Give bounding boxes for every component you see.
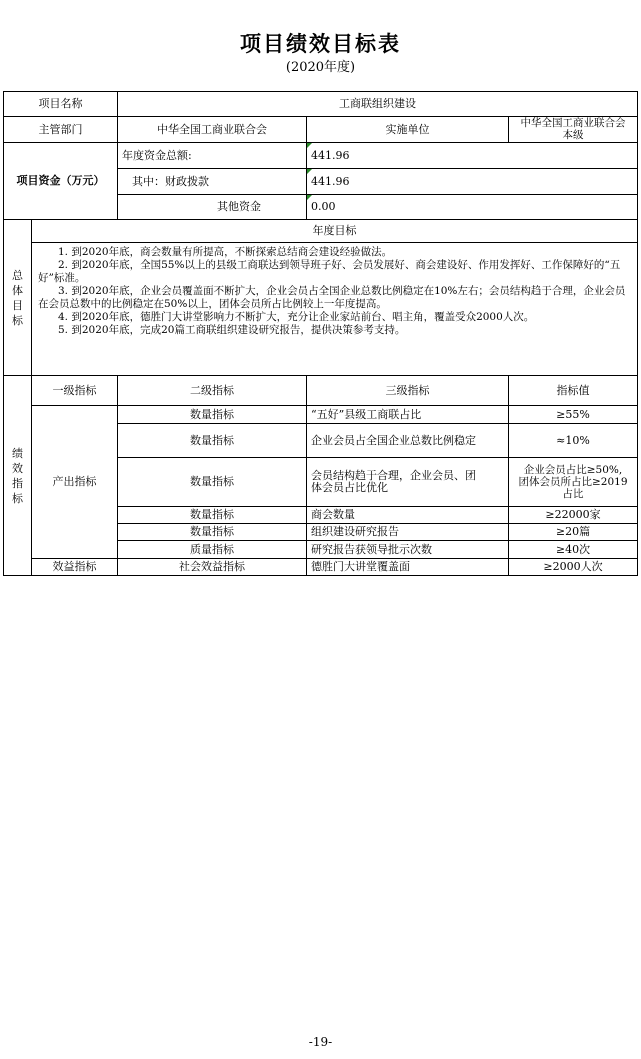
header-value: 指标值 — [508, 375, 638, 406]
side-char: 标 — [12, 491, 23, 505]
goal-item: 3. 到2020年底，企业会员覆盖面不断扩大，企业会员占全国企业总数比例稳定在10%左右；会员结构趋于合理，企业会员在会员总数中的比例稳定在50%以上，团体会员所占比例较上一年度提高。 — [38, 285, 626, 310]
impl-value — [508, 116, 638, 143]
funds-fiscal-label: 其中：财政拨款 — [117, 168, 307, 195]
annual-goals-header: 年度目标 — [31, 219, 638, 243]
dept-value: 中华全国工商业联合会 — [117, 116, 307, 143]
cell-marker-icon — [307, 195, 312, 200]
row-level3: “五好”县级工商联占比 — [306, 405, 509, 424]
row-level3: 德胜门大讲堂覆盖面 — [306, 558, 509, 576]
project-name-value: 工商联组织建设 — [117, 91, 638, 117]
header-level1: 一级指标 — [31, 375, 118, 406]
funds-other-value-cell — [306, 194, 638, 220]
funds-other-label: 其他资金 — [117, 194, 307, 220]
row-level3: 企业会员占全国企业总数比例稳定 — [306, 423, 509, 458]
row-value: ≥20篇 — [508, 523, 638, 541]
side-char: 目 — [12, 298, 23, 312]
output-indicators-label: 产出指标 — [31, 405, 118, 559]
goal-item: 1. 到2020年底，商会数量有所提高，不断探索总结商会建设经验做法。 — [58, 246, 393, 258]
funds-other-value: 0.00 — [311, 200, 336, 213]
cell-marker-icon — [307, 169, 312, 174]
side-char: 标 — [12, 313, 23, 327]
funds-fiscal-value-cell — [306, 168, 638, 195]
dept-label: 主管部门 — [3, 116, 118, 143]
annual-goals-text — [31, 242, 638, 376]
indicators-side-label — [3, 375, 32, 576]
row-value: ≥55% — [508, 405, 638, 424]
side-char: 效 — [12, 461, 23, 475]
row-value: ≥22000家 — [508, 506, 638, 524]
row-level3-line: 体会员占比优化 — [311, 481, 388, 494]
row-value-line: 占比 — [562, 488, 584, 500]
impl-label: 实施单位 — [306, 116, 509, 143]
row-value-line: 团体会员所占比≥2019 — [518, 476, 628, 488]
project-name-label: 项目名称 — [3, 91, 118, 117]
row-level2: 数量指标 — [117, 506, 307, 524]
overall-goals-side-label — [3, 219, 32, 376]
row-level2: 数量指标 — [117, 457, 307, 507]
row-level2: 数量指标 — [117, 423, 307, 458]
benefit-indicators-label: 效益指标 — [31, 558, 118, 576]
funds-total-label: 年度资金总额: — [117, 142, 307, 169]
impl-value-line2: 本级 — [562, 129, 584, 141]
page-subtitle: (2020年度) — [285, 60, 356, 75]
funds-total-value-cell — [306, 142, 638, 169]
side-char: 体 — [12, 283, 23, 297]
goal-item: 2. 到2020年底，全国55%以上的县级工商联达到领导班子好、会员发展好、商会建设好、作用发挥好、工作保障好的“五好”标准。 — [38, 259, 621, 284]
side-char: 绩 — [12, 446, 23, 460]
page-title: 项目绩效目标表 — [240, 32, 401, 56]
row-level3 — [306, 457, 509, 507]
funds-total-value: 441.96 — [311, 148, 350, 162]
header-level2: 二级指标 — [117, 375, 307, 406]
row-level2: 质量指标 — [117, 540, 307, 559]
funds-label: 项目资金（万元） — [3, 142, 118, 220]
funds-fiscal-value: 441.96 — [311, 174, 350, 188]
side-char: 总 — [12, 268, 23, 282]
row-level3: 组织建设研究报告 — [306, 523, 509, 541]
row-value: ≥2000人次 — [508, 558, 638, 576]
page-number: -19- — [308, 1035, 333, 1049]
goal-item: 5. 到2020年底，完成20篇工商联组织建设研究报告，提供决策参考支持。 — [58, 324, 406, 336]
row-level2: 数量指标 — [117, 523, 307, 541]
cell-marker-icon — [307, 143, 312, 148]
side-char: 指 — [12, 476, 23, 490]
impl-value-line1: 中华全国工商业联合会 — [520, 117, 626, 129]
row-value: ≈10% — [508, 423, 638, 458]
row-value: ≥40次 — [508, 540, 638, 559]
row-level3: 商会数量 — [306, 506, 509, 524]
row-level3: 研究报告获领导批示次数 — [306, 540, 509, 559]
row-level2: 社会效益指标 — [117, 558, 307, 576]
goal-item: 4. 到2020年底，德胜门大讲堂影响力不断扩大，充分让企业家站前台、唱主角，覆盖受众2000人次。 — [58, 311, 535, 323]
row-level2: 数量指标 — [117, 405, 307, 424]
header-level3: 三级指标 — [306, 375, 509, 406]
row-level3-line: 会员结构趋于合理，企业会员、团 — [311, 469, 476, 482]
row-value-line: 企业会员占比≥50%, — [523, 464, 623, 476]
row-value — [508, 457, 638, 507]
